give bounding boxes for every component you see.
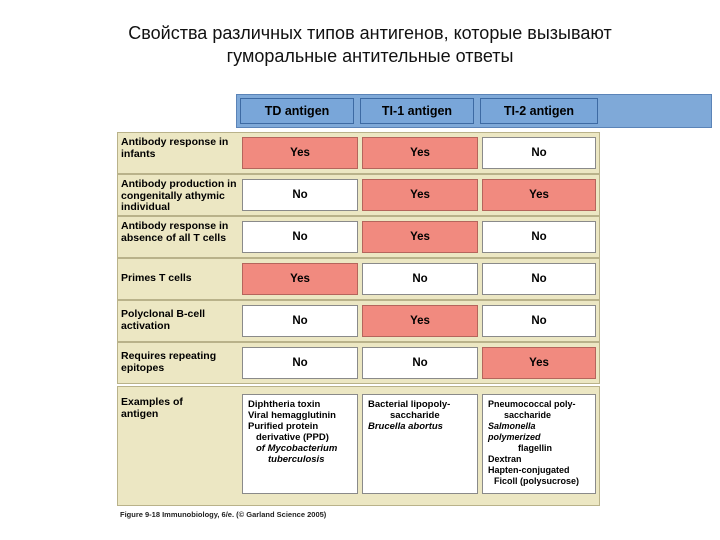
row-label: Polyclonal B-cell activation xyxy=(121,308,206,332)
cell-ti2: Yes xyxy=(482,347,596,379)
example-item: Purified protein xyxy=(248,421,319,432)
examples-row xyxy=(117,386,600,506)
cell-td: No xyxy=(242,221,358,253)
example-item: saccharide xyxy=(390,410,440,421)
example-item: Diphtheria toxin xyxy=(248,399,321,410)
example-item: of Mycobacterium xyxy=(256,443,338,454)
example-item: derivative (PPD) xyxy=(256,432,329,443)
antigen-table-figure xyxy=(112,94,602,524)
example-item: Hapten-conjugated xyxy=(488,465,570,475)
examples-ti1 xyxy=(362,394,478,494)
cell-ti1: Yes xyxy=(362,221,478,253)
example-item: Bacterial lipopoly- xyxy=(368,399,451,410)
row-label: Antibody response in infants xyxy=(121,136,229,160)
cell-td: No xyxy=(242,305,358,337)
title-line-2: гуморальные антительные ответы xyxy=(226,46,514,66)
row-label: Requires repeating epitopes xyxy=(121,350,217,374)
cell-td: No xyxy=(242,347,358,379)
table-row xyxy=(117,258,600,300)
row-label: Antibody response in absence of all T cells xyxy=(121,220,229,244)
example-item: saccharide xyxy=(504,410,552,420)
cell-td: Yes xyxy=(242,137,358,169)
cell-ti2: No xyxy=(482,137,596,169)
cell-ti2: No xyxy=(482,305,596,337)
row-label: Primes T cells xyxy=(121,272,192,284)
cell-td: No xyxy=(242,179,358,211)
example-item: Dextran xyxy=(488,454,522,464)
example-item: tuberculosis xyxy=(268,454,325,465)
example-item: Brucella abortus xyxy=(368,421,443,432)
figure-caption: Figure 9-18 Immunobiology, 6/e. (© Garland Science 2005) xyxy=(120,510,327,519)
table-header xyxy=(236,94,712,128)
examples-td xyxy=(242,394,358,494)
cell-ti1: Yes xyxy=(362,305,478,337)
title-line-1: Свойства различных типов антигенов, которые вызывают xyxy=(128,23,612,43)
table-row xyxy=(117,132,600,174)
header-td-antigen: TD antigen xyxy=(240,98,354,124)
cell-ti1: Yes xyxy=(362,137,478,169)
table-row xyxy=(117,216,600,258)
row-label: Antibody production in congenitally athymic individual xyxy=(121,178,237,213)
table-row xyxy=(117,174,600,216)
example-item: Pneumococcal poly- xyxy=(488,399,576,409)
slide-title xyxy=(0,22,720,68)
cell-td: Yes xyxy=(242,263,358,295)
cell-ti2: Yes xyxy=(482,179,596,211)
header-ti2-antigen: TI-2 antigen xyxy=(480,98,598,124)
cell-ti1: No xyxy=(362,263,478,295)
table-row xyxy=(117,300,600,342)
cell-ti1: No xyxy=(362,347,478,379)
header-ti1-antigen: TI-1 antigen xyxy=(360,98,474,124)
example-item: Salmonella polymerized xyxy=(488,421,541,442)
example-item: flagellin xyxy=(518,443,553,453)
example-item: Viral hemagglutinin xyxy=(248,410,336,421)
examples-label: Examples of antigen xyxy=(121,396,183,420)
table-row xyxy=(117,342,600,384)
cell-ti2: No xyxy=(482,221,596,253)
example-item: Ficoll (polysucrose) xyxy=(494,476,580,486)
cell-ti1: Yes xyxy=(362,179,478,211)
examples-ti2 xyxy=(482,394,596,494)
cell-ti2: No xyxy=(482,263,596,295)
